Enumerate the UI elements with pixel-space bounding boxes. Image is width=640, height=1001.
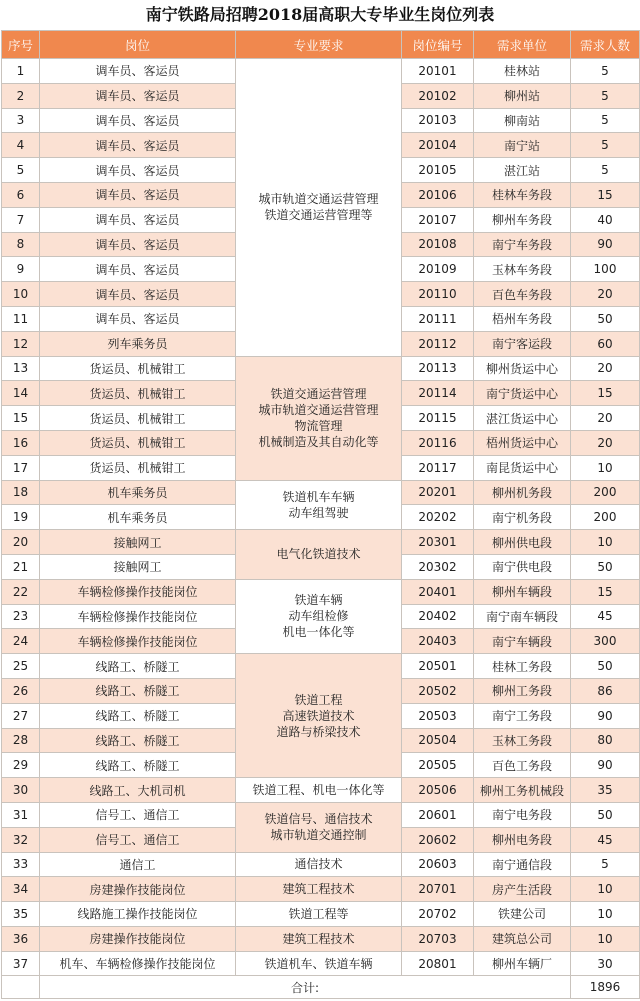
row-position-cell: 调车员、客运员 — [40, 158, 236, 183]
row-count-cell: 10 — [571, 902, 640, 927]
row-unit-cell: 南昆货运中心 — [474, 455, 571, 480]
row-position-cell: 货运员、机械钳工 — [40, 455, 236, 480]
row-position-cell: 调车员、客运员 — [40, 257, 236, 282]
row-unit-cell: 铁建公司 — [474, 902, 571, 927]
row-position-cell: 线路工、桥隧工 — [40, 678, 236, 703]
table-row — [2, 802, 640, 827]
row-count-cell: 15 — [571, 381, 640, 406]
row-no-cell: 11 — [2, 306, 40, 331]
row-position-cell: 线路工、桥隧工 — [40, 654, 236, 679]
row-no-cell: 24 — [2, 629, 40, 654]
row-position-cell: 机车、车辆检修操作技能岗位 — [40, 951, 236, 976]
row-no-cell: 16 — [2, 430, 40, 455]
row-unit-cell: 柳州工务段 — [474, 678, 571, 703]
table-row — [2, 530, 640, 555]
major-requirement-cell: 电气化铁道技术 — [236, 530, 402, 580]
row-unit-cell: 柳州车辆段 — [474, 579, 571, 604]
row-no-cell: 5 — [2, 158, 40, 183]
row-position-cell: 车辆检修操作技能岗位 — [40, 629, 236, 654]
row-no-cell: 4 — [2, 133, 40, 158]
row-position-cell: 接触网工 — [40, 554, 236, 579]
row-position-cell: 车辆检修操作技能岗位 — [40, 579, 236, 604]
major-requirement-cell: 城市轨道交通运营管理 铁道交通运营管理等 — [236, 59, 402, 357]
table-row — [2, 480, 640, 505]
row-position-cell: 调车员、客运员 — [40, 108, 236, 133]
row-position-cell: 调车员、客运员 — [40, 282, 236, 307]
row-unit-cell: 百色工务段 — [474, 753, 571, 778]
total-value: 1896 — [571, 976, 640, 999]
row-no-cell: 35 — [2, 902, 40, 927]
row-no-cell: 18 — [2, 480, 40, 505]
row-unit-cell: 南宁站 — [474, 133, 571, 158]
major-requirement-cell: 铁道工程、机电一体化等 — [236, 778, 402, 803]
row-code-cell: 20502 — [402, 678, 474, 703]
row-position-cell: 房建操作技能岗位 — [40, 926, 236, 951]
row-no-cell: 19 — [2, 505, 40, 530]
row-unit-cell: 柳州供电段 — [474, 530, 571, 555]
header-row — [2, 31, 640, 59]
row-count-cell: 20 — [571, 282, 640, 307]
row-unit-cell: 柳州电务段 — [474, 827, 571, 852]
header-position: 岗位 — [40, 31, 236, 59]
row-unit-cell: 建筑总公司 — [474, 926, 571, 951]
row-code-cell: 20505 — [402, 753, 474, 778]
row-code-cell: 20113 — [402, 356, 474, 381]
row-unit-cell: 玉林工务段 — [474, 728, 571, 753]
major-requirement-cell: 铁道工程等 — [236, 902, 402, 927]
row-no-cell: 25 — [2, 654, 40, 679]
row-code-cell: 20801 — [402, 951, 474, 976]
row-no-cell: 37 — [2, 951, 40, 976]
row-position-cell: 货运员、机械钳工 — [40, 356, 236, 381]
row-no-cell: 1 — [2, 59, 40, 84]
table-body — [2, 59, 640, 976]
row-unit-cell: 湛江站 — [474, 158, 571, 183]
row-count-cell: 5 — [571, 59, 640, 84]
row-count-cell: 200 — [571, 505, 640, 530]
row-unit-cell: 南宁工务段 — [474, 703, 571, 728]
row-code-cell: 20506 — [402, 778, 474, 803]
row-count-cell: 5 — [571, 852, 640, 877]
row-code-cell: 20504 — [402, 728, 474, 753]
row-no-cell: 14 — [2, 381, 40, 406]
row-count-cell: 90 — [571, 703, 640, 728]
header-major: 专业要求 — [236, 31, 402, 59]
row-no-cell: 32 — [2, 827, 40, 852]
row-code-cell: 20114 — [402, 381, 474, 406]
row-code-cell: 20602 — [402, 827, 474, 852]
row-code-cell: 20115 — [402, 406, 474, 431]
row-position-cell: 调车员、客运员 — [40, 207, 236, 232]
major-requirement-cell: 铁道机车、铁道车辆 — [236, 951, 402, 976]
header-no: 序号 — [2, 31, 40, 59]
row-code-cell: 20107 — [402, 207, 474, 232]
row-count-cell: 50 — [571, 802, 640, 827]
row-count-cell: 5 — [571, 158, 640, 183]
row-no-cell: 20 — [2, 530, 40, 555]
row-code-cell: 20106 — [402, 182, 474, 207]
row-no-cell: 30 — [2, 778, 40, 803]
row-no-cell: 28 — [2, 728, 40, 753]
row-position-cell: 调车员、客运员 — [40, 306, 236, 331]
row-no-cell: 15 — [2, 406, 40, 431]
row-unit-cell: 桂林工务段 — [474, 654, 571, 679]
row-unit-cell: 桂林站 — [474, 59, 571, 84]
row-no-cell: 10 — [2, 282, 40, 307]
row-code-cell: 20105 — [402, 158, 474, 183]
header-count: 需求人数 — [571, 31, 640, 59]
page-title: 南宁铁路局招聘2018届高职大专毕业生岗位列表 — [145, 5, 495, 24]
row-position-cell: 货运员、机械钳工 — [40, 406, 236, 431]
row-no-cell: 2 — [2, 83, 40, 108]
row-unit-cell: 柳州机务段 — [474, 480, 571, 505]
row-code-cell: 20403 — [402, 629, 474, 654]
row-unit-cell: 南宁电务段 — [474, 802, 571, 827]
row-position-cell: 线路施工操作技能岗位 — [40, 902, 236, 927]
table-row — [2, 852, 640, 877]
row-no-cell: 23 — [2, 604, 40, 629]
table-row — [2, 926, 640, 951]
row-code-cell: 20402 — [402, 604, 474, 629]
row-code-cell: 20116 — [402, 430, 474, 455]
row-count-cell: 50 — [571, 554, 640, 579]
table-row — [2, 902, 640, 927]
major-requirement-cell: 铁道信号、通信技术 城市轨道交通控制 — [236, 802, 402, 852]
row-count-cell: 15 — [571, 182, 640, 207]
row-unit-cell: 南宁货运中心 — [474, 381, 571, 406]
row-position-cell: 调车员、客运员 — [40, 232, 236, 257]
row-unit-cell: 南宁机务段 — [474, 505, 571, 530]
row-code-cell: 20601 — [402, 802, 474, 827]
row-count-cell: 5 — [571, 133, 640, 158]
major-requirement-cell: 建筑工程技术 — [236, 926, 402, 951]
row-unit-cell: 南宁车务段 — [474, 232, 571, 257]
row-unit-cell: 百色车务段 — [474, 282, 571, 307]
row-no-cell: 21 — [2, 554, 40, 579]
row-unit-cell: 梧州货运中心 — [474, 430, 571, 455]
positions-table — [1, 30, 640, 999]
row-count-cell: 30 — [571, 951, 640, 976]
row-code-cell: 20111 — [402, 306, 474, 331]
row-count-cell: 10 — [571, 926, 640, 951]
row-code-cell: 20103 — [402, 108, 474, 133]
row-position-cell: 线路工、大机司机 — [40, 778, 236, 803]
major-requirement-cell: 铁道机车车辆 动车组驾驶 — [236, 480, 402, 530]
major-requirement-cell: 通信技术 — [236, 852, 402, 877]
row-count-cell: 35 — [571, 778, 640, 803]
row-no-cell: 7 — [2, 207, 40, 232]
row-code-cell: 20117 — [402, 455, 474, 480]
row-count-cell: 90 — [571, 753, 640, 778]
row-position-cell: 货运员、机械钳工 — [40, 381, 236, 406]
row-position-cell: 接触网工 — [40, 530, 236, 555]
major-requirement-cell: 铁道交通运营管理 城市轨道交通运营管理 物流管理 机械制造及其自动化等 — [236, 356, 402, 480]
row-position-cell: 调车员、客运员 — [40, 59, 236, 84]
total-label: 合计: — [40, 976, 571, 999]
row-count-cell: 45 — [571, 827, 640, 852]
row-no-cell: 13 — [2, 356, 40, 381]
row-code-cell: 20503 — [402, 703, 474, 728]
major-requirement-cell: 建筑工程技术 — [236, 877, 402, 902]
row-code-cell: 20101 — [402, 59, 474, 84]
table-row — [2, 579, 640, 604]
row-count-cell: 90 — [571, 232, 640, 257]
row-code-cell: 20201 — [402, 480, 474, 505]
row-unit-cell: 柳南站 — [474, 108, 571, 133]
row-unit-cell: 南宁通信段 — [474, 852, 571, 877]
major-requirement-cell: 铁道工程 高速铁道技术 道路与桥梁技术 — [236, 654, 402, 778]
major-requirement-cell: 铁道车辆 动车组检修 机电一体化等 — [236, 579, 402, 653]
row-unit-cell: 柳州车辆厂 — [474, 951, 571, 976]
row-position-cell: 房建操作技能岗位 — [40, 877, 236, 902]
row-position-cell: 机车乘务员 — [40, 480, 236, 505]
row-no-cell: 17 — [2, 455, 40, 480]
total-row — [2, 976, 640, 999]
row-position-cell: 线路工、桥隧工 — [40, 753, 236, 778]
total-spacer — [2, 976, 40, 999]
row-no-cell: 6 — [2, 182, 40, 207]
row-code-cell: 20501 — [402, 654, 474, 679]
row-no-cell: 33 — [2, 852, 40, 877]
row-no-cell: 31 — [2, 802, 40, 827]
row-count-cell: 20 — [571, 430, 640, 455]
row-unit-cell: 南宁客运段 — [474, 331, 571, 356]
row-unit-cell: 柳州车务段 — [474, 207, 571, 232]
row-position-cell: 线路工、桥隧工 — [40, 703, 236, 728]
row-count-cell: 86 — [571, 678, 640, 703]
row-count-cell: 5 — [571, 108, 640, 133]
row-count-cell: 45 — [571, 604, 640, 629]
table-row — [2, 59, 640, 84]
row-unit-cell: 柳州站 — [474, 83, 571, 108]
row-position-cell: 调车员、客运员 — [40, 133, 236, 158]
row-position-cell: 货运员、机械钳工 — [40, 430, 236, 455]
row-position-cell: 调车员、客运员 — [40, 83, 236, 108]
row-code-cell: 20603 — [402, 852, 474, 877]
row-count-cell: 20 — [571, 406, 640, 431]
table-row — [2, 778, 640, 803]
row-count-cell: 100 — [571, 257, 640, 282]
header-unit: 需求单位 — [474, 31, 571, 59]
row-code-cell: 20702 — [402, 902, 474, 927]
row-position-cell: 信号工、通信工 — [40, 827, 236, 852]
table-row — [2, 654, 640, 679]
row-unit-cell: 南宁车辆段 — [474, 629, 571, 654]
row-code-cell: 20302 — [402, 554, 474, 579]
row-count-cell: 10 — [571, 530, 640, 555]
row-code-cell: 20110 — [402, 282, 474, 307]
row-code-cell: 20301 — [402, 530, 474, 555]
row-no-cell: 8 — [2, 232, 40, 257]
row-position-cell: 通信工 — [40, 852, 236, 877]
row-count-cell: 20 — [571, 356, 640, 381]
row-unit-cell: 柳州工务机械段 — [474, 778, 571, 803]
row-no-cell: 36 — [2, 926, 40, 951]
row-count-cell: 50 — [571, 306, 640, 331]
row-no-cell: 29 — [2, 753, 40, 778]
row-no-cell: 12 — [2, 331, 40, 356]
row-count-cell: 40 — [571, 207, 640, 232]
row-code-cell: 20703 — [402, 926, 474, 951]
row-count-cell: 10 — [571, 455, 640, 480]
row-position-cell: 列车乘务员 — [40, 331, 236, 356]
table-row — [2, 356, 640, 381]
row-no-cell: 34 — [2, 877, 40, 902]
row-count-cell: 200 — [571, 480, 640, 505]
row-unit-cell: 柳州货运中心 — [474, 356, 571, 381]
row-unit-cell: 房产生活段 — [474, 877, 571, 902]
row-count-cell: 300 — [571, 629, 640, 654]
header-code: 岗位编号 — [402, 31, 474, 59]
row-position-cell: 线路工、桥隧工 — [40, 728, 236, 753]
row-unit-cell: 玉林车务段 — [474, 257, 571, 282]
row-position-cell: 车辆检修操作技能岗位 — [40, 604, 236, 629]
row-unit-cell: 梧州车务段 — [474, 306, 571, 331]
row-count-cell: 80 — [571, 728, 640, 753]
row-count-cell: 50 — [571, 654, 640, 679]
row-no-cell: 26 — [2, 678, 40, 703]
row-code-cell: 20102 — [402, 83, 474, 108]
row-unit-cell: 湛江货运中心 — [474, 406, 571, 431]
row-no-cell: 3 — [2, 108, 40, 133]
row-code-cell: 20202 — [402, 505, 474, 530]
row-unit-cell: 桂林车务段 — [474, 182, 571, 207]
row-position-cell: 信号工、通信工 — [40, 802, 236, 827]
row-code-cell: 20108 — [402, 232, 474, 257]
row-count-cell: 60 — [571, 331, 640, 356]
row-no-cell: 22 — [2, 579, 40, 604]
table-row — [2, 877, 640, 902]
row-code-cell: 20109 — [402, 257, 474, 282]
row-code-cell: 20401 — [402, 579, 474, 604]
row-code-cell: 20701 — [402, 877, 474, 902]
row-no-cell: 27 — [2, 703, 40, 728]
row-position-cell: 机车乘务员 — [40, 505, 236, 530]
row-code-cell: 20112 — [402, 331, 474, 356]
row-no-cell: 9 — [2, 257, 40, 282]
row-position-cell: 调车员、客运员 — [40, 182, 236, 207]
row-unit-cell: 南宁供电段 — [474, 554, 571, 579]
row-count-cell: 10 — [571, 877, 640, 902]
row-code-cell: 20104 — [402, 133, 474, 158]
row-unit-cell: 南宁南车辆段 — [474, 604, 571, 629]
table-row — [2, 951, 640, 976]
row-count-cell: 15 — [571, 579, 640, 604]
row-count-cell: 5 — [571, 83, 640, 108]
